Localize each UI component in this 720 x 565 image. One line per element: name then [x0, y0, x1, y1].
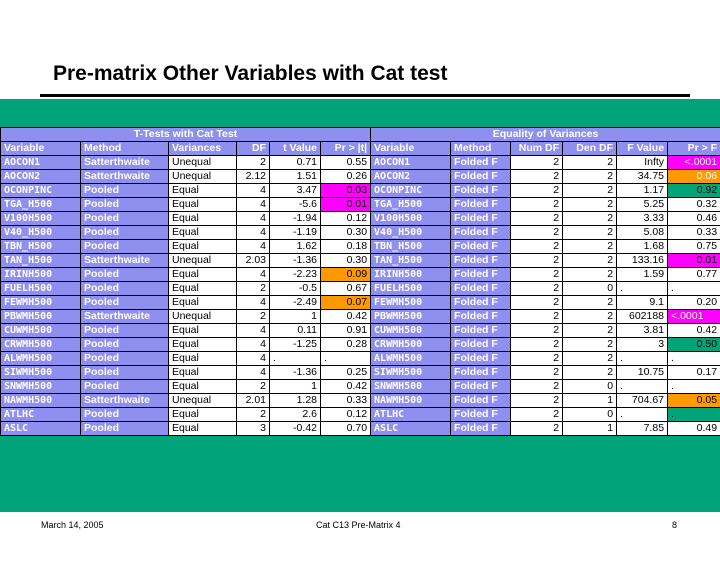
variances-cell: Equal [169, 352, 237, 366]
table-row [1, 268, 720, 282]
pr-t-cell: 0.91 [321, 324, 371, 338]
table-row [1, 240, 720, 254]
pr-f-cell: 0.05 [668, 394, 720, 408]
t-value-cell: -1.36 [270, 254, 321, 268]
variable-cell: AOCON2 [371, 170, 451, 184]
pr-f-cell: . [668, 352, 720, 366]
t-value-cell: -0.5 [270, 282, 321, 296]
t-value-cell: 1.62 [270, 240, 321, 254]
f-value-cell: 3 [617, 338, 668, 352]
num-df-cell: 2 [511, 324, 563, 338]
table-row [1, 156, 720, 170]
pr-t-cell: 0.42 [321, 380, 371, 394]
method-cell: Folded F [451, 212, 511, 226]
variable-cell: ATLHC [1, 408, 81, 422]
den-df-cell: 2 [563, 352, 617, 366]
col-header: Variable [371, 142, 451, 156]
col-header: Pr > F [668, 142, 720, 156]
num-df-cell: 2 [511, 338, 563, 352]
num-df-cell: 2 [511, 240, 563, 254]
title-rule [40, 94, 690, 97]
variable-cell: FEWMH500 [1, 296, 81, 310]
pr-t-cell: 0.03 [321, 184, 371, 198]
method-cell: Folded F [451, 380, 511, 394]
variances-cell: Equal [169, 366, 237, 380]
f-value-cell: 9.1 [617, 296, 668, 310]
f-value-cell: 5.08 [617, 226, 668, 240]
t-value-cell: -2.49 [270, 296, 321, 310]
col-header: Num DF [511, 142, 563, 156]
variable-cell: OCONPINC [1, 184, 81, 198]
variable-cell: CRWMH500 [1, 338, 81, 352]
df-cell: 4 [237, 366, 270, 380]
f-value-cell: Infty [617, 156, 668, 170]
variable-cell: PBWMH500 [1, 310, 81, 324]
variances-cell: Unequal [169, 254, 237, 268]
variances-cell: Equal [169, 268, 237, 282]
df-cell: 4 [237, 184, 270, 198]
variable-cell: SNWMH500 [1, 380, 81, 394]
f-value-cell: . [617, 380, 668, 394]
variable-cell: NAWMH500 [1, 394, 81, 408]
df-cell: 4 [237, 212, 270, 226]
den-df-cell: 2 [563, 310, 617, 324]
den-df-cell: 1 [563, 394, 617, 408]
variable-cell: AOCON2 [1, 170, 81, 184]
col-header: Variances [169, 142, 237, 156]
den-df-cell: 2 [563, 268, 617, 282]
t-value-cell: 0.11 [270, 324, 321, 338]
method-cell: Pooled [81, 422, 169, 436]
method-cell: Folded F [451, 268, 511, 282]
df-cell: 2 [237, 310, 270, 324]
variances-cell: Unequal [169, 170, 237, 184]
df-cell: 2.12 [237, 170, 270, 184]
df-cell: 4 [237, 198, 270, 212]
variable-cell: IRINH500 [371, 268, 451, 282]
pr-f-cell: 0.06 [668, 170, 720, 184]
table-row [1, 212, 720, 226]
table-row [1, 338, 720, 352]
variances-cell: Unequal [169, 310, 237, 324]
df-cell: 2 [237, 380, 270, 394]
column-header-row [1, 142, 720, 156]
variable-cell: V40_H500 [371, 226, 451, 240]
table-row [1, 408, 720, 422]
method-cell: Satterthwaite [81, 170, 169, 184]
results-table [0, 127, 720, 436]
method-cell: Pooled [81, 366, 169, 380]
pr-t-cell: 0.25 [321, 366, 371, 380]
pr-t-cell: 0.67 [321, 282, 371, 296]
den-df-cell: 2 [563, 324, 617, 338]
method-cell: Folded F [451, 366, 511, 380]
variable-cell: V100H500 [1, 212, 81, 226]
variable-cell: SNWMH500 [371, 380, 451, 394]
num-df-cell: 2 [511, 380, 563, 394]
variable-cell: SIWMH500 [1, 366, 81, 380]
variable-cell: TGA_H500 [371, 198, 451, 212]
t-value-cell: -0.42 [270, 422, 321, 436]
variable-cell: TAN_H500 [1, 254, 81, 268]
variable-cell: V100H500 [371, 212, 451, 226]
pr-f-cell: 0.17 [668, 366, 720, 380]
method-cell: Folded F [451, 198, 511, 212]
table-row [1, 324, 720, 338]
df-cell: 2.01 [237, 394, 270, 408]
variable-cell: ALWMH500 [1, 352, 81, 366]
table-row [1, 282, 720, 296]
method-cell: Folded F [451, 170, 511, 184]
method-cell: Pooled [81, 226, 169, 240]
den-df-cell: 2 [563, 170, 617, 184]
f-value-cell: 1.17 [617, 184, 668, 198]
method-cell: Pooled [81, 184, 169, 198]
t-value-cell: -1.36 [270, 366, 321, 380]
method-cell: Folded F [451, 184, 511, 198]
method-cell: Folded F [451, 282, 511, 296]
col-header: Den DF [563, 142, 617, 156]
f-value-cell: 3.33 [617, 212, 668, 226]
variances-cell: Unequal [169, 394, 237, 408]
pr-f-cell: . [668, 380, 720, 394]
f-value-cell: 602188 [617, 310, 668, 324]
variable-cell: CUWMH500 [1, 324, 81, 338]
num-df-cell: 2 [511, 226, 563, 240]
num-df-cell: 2 [511, 156, 563, 170]
den-df-cell: 0 [563, 380, 617, 394]
f-value-cell: 704.67 [617, 394, 668, 408]
t-value-cell: -1.19 [270, 226, 321, 240]
pr-f-cell: 0.75 [668, 240, 720, 254]
method-cell: Folded F [451, 422, 511, 436]
df-cell: 4 [237, 296, 270, 310]
den-df-cell: 0 [563, 408, 617, 422]
method-cell: Folded F [451, 324, 511, 338]
method-cell: Folded F [451, 240, 511, 254]
f-value-cell: 1.59 [617, 268, 668, 282]
table-row [1, 310, 720, 324]
variable-cell: FUELH500 [371, 282, 451, 296]
num-df-cell: 2 [511, 268, 563, 282]
t-value-cell: 1 [270, 310, 321, 324]
den-df-cell: 1 [563, 422, 617, 436]
f-value-cell: 5.25 [617, 198, 668, 212]
num-df-cell: 2 [511, 408, 563, 422]
pr-t-cell: 0.28 [321, 338, 371, 352]
den-df-cell: 2 [563, 198, 617, 212]
f-value-cell: 7.85 [617, 422, 668, 436]
table-row [1, 366, 720, 380]
t-value-cell: -2.23 [270, 268, 321, 282]
pr-f-cell: . [668, 408, 720, 422]
variances-cell: Equal [169, 296, 237, 310]
den-df-cell: 2 [563, 226, 617, 240]
ttest-heading: T-Tests with Cat Test [1, 128, 371, 142]
pr-f-cell: 0.33 [668, 226, 720, 240]
variable-cell: AOCON1 [1, 156, 81, 170]
t-value-cell: 3.47 [270, 184, 321, 198]
num-df-cell: 2 [511, 254, 563, 268]
num-df-cell: 2 [511, 170, 563, 184]
table-row [1, 184, 720, 198]
variances-cell: Unequal [169, 156, 237, 170]
pr-f-cell: . [668, 282, 720, 296]
table-row [1, 226, 720, 240]
method-cell: Folded F [451, 310, 511, 324]
method-cell: Satterthwaite [81, 394, 169, 408]
variable-cell: TGA_H500 [1, 198, 81, 212]
variable-cell: TAN_H500 [371, 254, 451, 268]
t-value-cell: -1.25 [270, 338, 321, 352]
pr-f-cell: 0.20 [668, 296, 720, 310]
f-value-cell: 34.75 [617, 170, 668, 184]
page-number: 8 [672, 520, 678, 530]
variable-cell: IRINH500 [1, 268, 81, 282]
variable-cell: CUWMH500 [371, 324, 451, 338]
num-df-cell: 2 [511, 352, 563, 366]
method-cell: Folded F [451, 156, 511, 170]
pr-f-cell: 0.32 [668, 198, 720, 212]
df-cell: 2.03 [237, 254, 270, 268]
variances-cell: Equal [169, 226, 237, 240]
df-cell: 2 [237, 156, 270, 170]
df-cell: 4 [237, 226, 270, 240]
num-df-cell: 2 [511, 310, 563, 324]
method-cell: Satterthwaite [81, 254, 169, 268]
pr-f-cell: 0.92 [668, 184, 720, 198]
den-df-cell: 2 [563, 212, 617, 226]
pr-t-cell: 0.12 [321, 408, 371, 422]
t-value-cell: 1 [270, 380, 321, 394]
f-value-cell: 10.75 [617, 366, 668, 380]
slide-title: Pre-matrix Other Variables with Cat test [53, 62, 448, 85]
table-row [1, 394, 720, 408]
f-value-cell: . [617, 352, 668, 366]
table-row [1, 198, 720, 212]
den-df-cell: 2 [563, 338, 617, 352]
t-value-cell: 2.6 [270, 408, 321, 422]
df-cell: 2 [237, 408, 270, 422]
table-row [1, 422, 720, 436]
method-cell: Pooled [81, 198, 169, 212]
variances-cell: Equal [169, 282, 237, 296]
equality-heading: Equality of Variances [371, 128, 720, 142]
col-header: t Value [270, 142, 321, 156]
footer-date: March 14, 2005 [41, 520, 104, 530]
f-value-cell: 3.81 [617, 324, 668, 338]
method-cell: Folded F [451, 254, 511, 268]
num-df-cell: 2 [511, 184, 563, 198]
pr-t-cell: 0.01 [321, 198, 371, 212]
den-df-cell: 2 [563, 254, 617, 268]
num-df-cell: 2 [511, 366, 563, 380]
num-df-cell: 2 [511, 212, 563, 226]
variable-cell: ASLC [1, 422, 81, 436]
method-cell: Satterthwaite [81, 156, 169, 170]
df-cell: 3 [237, 422, 270, 436]
pr-f-cell: <.0001 [668, 310, 720, 324]
df-cell: 4 [237, 268, 270, 282]
table-row [1, 170, 720, 184]
pr-f-cell: 0.50 [668, 338, 720, 352]
col-header: Method [81, 142, 169, 156]
f-value-cell: . [617, 408, 668, 422]
variances-cell: Equal [169, 422, 237, 436]
col-header: Method [451, 142, 511, 156]
variances-cell: Equal [169, 198, 237, 212]
df-cell: 4 [237, 352, 270, 366]
t-value-cell: . [270, 352, 321, 366]
variances-cell: Equal [169, 240, 237, 254]
variable-cell: PBWMH500 [371, 310, 451, 324]
num-df-cell: 2 [511, 282, 563, 296]
variable-cell: OCONPINC [371, 184, 451, 198]
pr-t-cell: 0.33 [321, 394, 371, 408]
table-row [1, 380, 720, 394]
pr-f-cell: 0.77 [668, 268, 720, 282]
variable-cell: AOCON1 [371, 156, 451, 170]
den-df-cell: 2 [563, 296, 617, 310]
pr-t-cell: 0.07 [321, 296, 371, 310]
variances-cell: Equal [169, 380, 237, 394]
den-df-cell: 0 [563, 282, 617, 296]
variances-cell: Equal [169, 184, 237, 198]
variable-cell: FUELH500 [1, 282, 81, 296]
method-cell: Pooled [81, 212, 169, 226]
method-cell: Pooled [81, 240, 169, 254]
pr-t-cell: . [321, 352, 371, 366]
variable-cell: ALWMH500 [371, 352, 451, 366]
f-value-cell: . [617, 282, 668, 296]
pr-t-cell: 0.30 [321, 254, 371, 268]
f-value-cell: 133.16 [617, 254, 668, 268]
footer-title: Cat C13 Pre-Matrix 4 [316, 520, 401, 530]
pr-t-cell: 0.09 [321, 268, 371, 282]
t-value-cell: -1.94 [270, 212, 321, 226]
t-value-cell: -5.6 [270, 198, 321, 212]
t-value-cell: 0.71 [270, 156, 321, 170]
method-cell: Folded F [451, 352, 511, 366]
variable-cell: TBN_H500 [1, 240, 81, 254]
col-header: Pr > |t| [321, 142, 371, 156]
f-value-cell: 1.68 [617, 240, 668, 254]
variable-cell: ASLC [371, 422, 451, 436]
variances-cell: Equal [169, 324, 237, 338]
df-cell: 4 [237, 240, 270, 254]
den-df-cell: 2 [563, 184, 617, 198]
method-cell: Pooled [81, 282, 169, 296]
method-cell: Pooled [81, 338, 169, 352]
pr-f-cell: 0.01 [668, 254, 720, 268]
pr-f-cell: <.0001 [668, 156, 720, 170]
method-cell: Pooled [81, 296, 169, 310]
variable-cell: ATLHC [371, 408, 451, 422]
num-df-cell: 2 [511, 296, 563, 310]
pr-t-cell: 0.18 [321, 240, 371, 254]
variable-cell: V40_H500 [1, 226, 81, 240]
pr-t-cell: 0.30 [321, 226, 371, 240]
table-row [1, 296, 720, 310]
variable-cell: TBN_H500 [371, 240, 451, 254]
col-header: F Value [617, 142, 668, 156]
variable-cell: CRWMH500 [371, 338, 451, 352]
method-cell: Pooled [81, 352, 169, 366]
table-row [1, 254, 720, 268]
num-df-cell: 2 [511, 422, 563, 436]
den-df-cell: 2 [563, 156, 617, 170]
method-cell: Folded F [451, 408, 511, 422]
num-df-cell: 2 [511, 198, 563, 212]
pr-f-cell: 0.42 [668, 324, 720, 338]
t-value-cell: 1.51 [270, 170, 321, 184]
method-cell: Pooled [81, 380, 169, 394]
method-cell: Satterthwaite [81, 310, 169, 324]
den-df-cell: 2 [563, 240, 617, 254]
variable-cell: FEWMH500 [371, 296, 451, 310]
pr-f-cell: 0.46 [668, 212, 720, 226]
num-df-cell: 2 [511, 394, 563, 408]
col-header: DF [237, 142, 270, 156]
pr-t-cell: 0.42 [321, 310, 371, 324]
pr-t-cell: 0.26 [321, 170, 371, 184]
method-cell: Folded F [451, 338, 511, 352]
den-df-cell: 2 [563, 366, 617, 380]
pr-t-cell: 0.55 [321, 156, 371, 170]
method-cell: Pooled [81, 408, 169, 422]
method-cell: Folded F [451, 394, 511, 408]
table-row [1, 352, 720, 366]
col-header: Variable [1, 142, 81, 156]
variances-cell: Equal [169, 212, 237, 226]
method-cell: Folded F [451, 226, 511, 240]
variances-cell: Equal [169, 338, 237, 352]
pr-t-cell: 0.70 [321, 422, 371, 436]
method-cell: Pooled [81, 268, 169, 282]
df-cell: 4 [237, 324, 270, 338]
pr-f-cell: 0.49 [668, 422, 720, 436]
method-cell: Folded F [451, 296, 511, 310]
variable-cell: SIWMH500 [371, 366, 451, 380]
variances-cell: Equal [169, 408, 237, 422]
t-value-cell: 1.28 [270, 394, 321, 408]
pr-t-cell: 0.12 [321, 212, 371, 226]
variable-cell: NAWMH500 [371, 394, 451, 408]
method-cell: Pooled [81, 324, 169, 338]
df-cell: 2 [237, 282, 270, 296]
df-cell: 4 [237, 338, 270, 352]
